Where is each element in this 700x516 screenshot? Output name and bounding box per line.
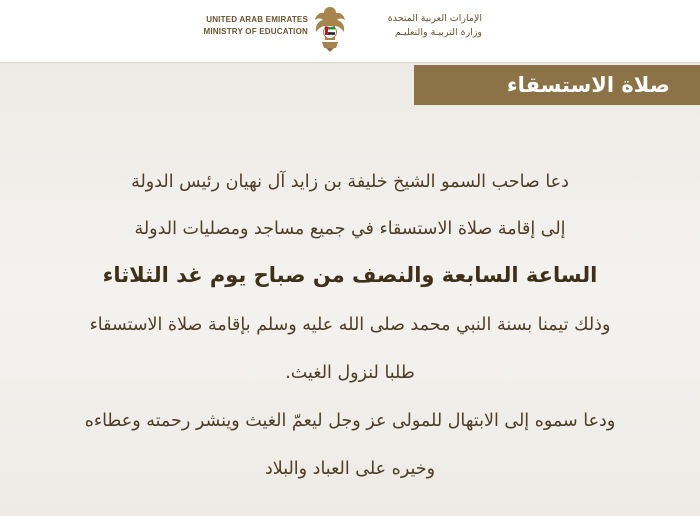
text-line-4: وذلك تيمنا بسنة النبي محمد صلى الله عليه وسلم بإقامة صلاة الاستسقاء [89, 315, 611, 335]
uae-emblem-logo [312, 4, 348, 54]
ministry-en-line1: UNITED ARAB EMIRATES [206, 15, 308, 24]
text-line-6: ودعا سموه إلى الابتهال للمولى عز وجل ليعمّ الغيث وينشر رحمته وعطاءه [84, 411, 616, 431]
text-line-5: طلبا لنزول الغيث. [285, 363, 415, 383]
ministry-name-arabic [352, 12, 482, 40]
text-line-7: وخيره على العباد والبلاد [264, 459, 436, 479]
ministry-name-english [196, 14, 308, 38]
ministry-ar-line2: وزارة التربيـة والتعليـم [394, 27, 482, 38]
ministry-ar-line1: الإمارات العربية المتحدة [387, 13, 482, 24]
page-title: صلاة الاستسقاء [506, 73, 670, 97]
text-line-2: إلى إقامة صلاة الاستسقاء في جميع مساجد ومصليات الدولة [134, 219, 566, 239]
header [0, 0, 700, 62]
text-line-1: دعا صاحب السمو الشيخ خليفة بن زايد آل نهيان رئيس الدولة [131, 172, 569, 192]
title-banner [414, 65, 700, 105]
ministry-en-line2: MINISTRY OF EDUCATION [203, 27, 308, 36]
announcement-body [0, 63, 700, 516]
text-line-3-highlight: الساعة السابعة والنصف من صباح يوم غد الثلاثاء [102, 263, 598, 287]
